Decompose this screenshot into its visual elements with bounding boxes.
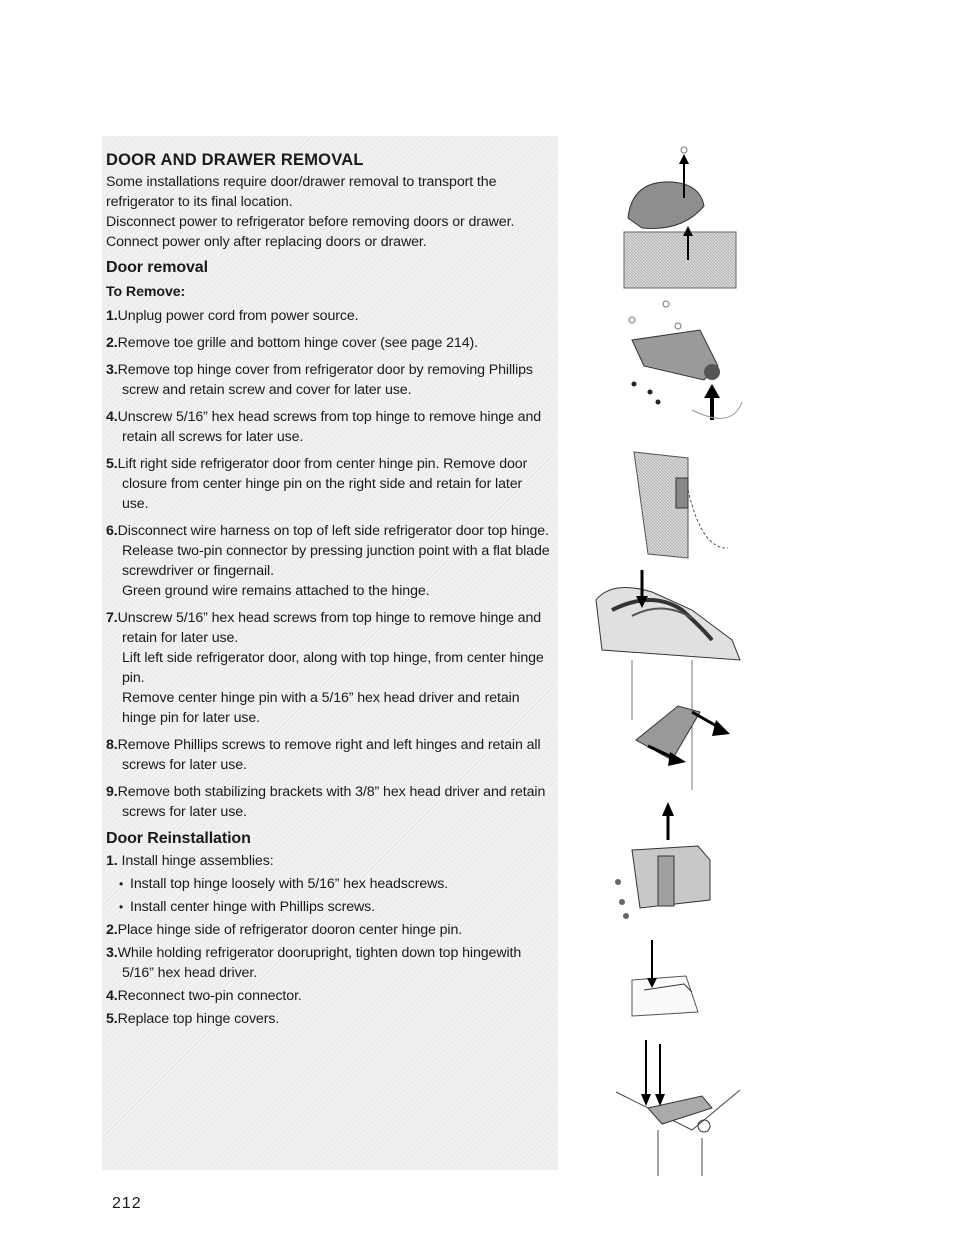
removal-steps-list — [106, 306, 552, 822]
step-text: Remove top hinge cover from refrigerator door by removing Phillips screw and retain screw and cover for later use. — [117, 362, 533, 398]
step-text: Remove Phillips screws to remove right and left hinges and retain all screws for later use. — [117, 737, 541, 773]
page-number: 212 — [112, 1195, 142, 1212]
step-text: Place hinge side of refrigerator dooron center hinge pin. — [117, 922, 463, 938]
reinstall-step — [106, 1009, 552, 1029]
reinstall-step — [106, 920, 552, 940]
step-note: Release two-pin connector by pressing junction point with a flat blade screwdriver or fingernail. — [122, 543, 550, 579]
step-text: Replace top hinge covers. — [117, 1011, 280, 1027]
step-number: 3. — [106, 945, 118, 961]
bullet-item — [106, 874, 552, 894]
reinstall-center-hinge-illustration — [632, 940, 698, 1016]
step-number: 3. — [106, 362, 118, 378]
step-number: 5. — [106, 1011, 118, 1027]
removal-step — [106, 454, 552, 514]
top-hinge-screws-illustration — [629, 301, 742, 420]
reinstall-step — [106, 986, 552, 1006]
step-text: Unscrew 5/16” hex head screws from top hinge to remove hinge and retain for later use. — [117, 610, 542, 646]
removal-step — [106, 521, 552, 601]
step-number: 1. — [106, 308, 118, 324]
step-text: While holding refrigerator doorupright, tighten down top hingewith 5/16” hex head driver. — [117, 945, 522, 981]
step-text: Disconnect wire harness on top of left side refrigerator door top hinge. — [117, 523, 549, 539]
step-text: Remove toe grille and bottom hinge cover (see page 214). — [117, 335, 478, 351]
step-number: 1. — [106, 853, 118, 869]
hinge-illustration-strip — [592, 140, 752, 1180]
wire-harness-illustration — [596, 570, 740, 660]
step-text: Remove both stabilizing brackets with 3/8” hex head driver and retain screws for later use. — [117, 784, 546, 820]
center-hinge-pin-illustration — [632, 660, 730, 790]
bullet-icon: • — [119, 877, 124, 891]
to-remove-subheading: To Remove: — [106, 284, 186, 300]
step-number: 2. — [106, 922, 118, 938]
bullet-text: Install top hinge loosely with 5/16” hex headscrews. — [130, 876, 449, 892]
door-reinstallation-heading: Door Reinstallation — [106, 830, 251, 847]
removal-step — [106, 782, 552, 822]
step-number: 5. — [106, 456, 118, 472]
reinstall-top-hinge-illustration — [616, 1040, 740, 1176]
step-number: 9. — [106, 784, 118, 800]
bullet-text: Install center hinge with Phillips screws. — [130, 899, 375, 915]
step-number: 2. — [106, 335, 118, 351]
step-text: Reconnect two-pin connector. — [117, 988, 302, 1004]
step-number: 6. — [106, 523, 118, 539]
removal-step — [106, 333, 552, 353]
step-number: 4. — [106, 409, 118, 425]
step-note: Remove center hinge pin with a 5/16” hex head driver and retain hinge pin for later use. — [122, 690, 520, 726]
bullet-icon: • — [119, 900, 124, 914]
removal-step — [106, 306, 552, 326]
step-text: Install hinge assemblies: — [121, 853, 274, 869]
bullet-item — [106, 897, 552, 917]
intro-paragraph-1: Some installations require door/drawer removal to transport the refrigerator to its final location. — [106, 174, 497, 210]
document-content — [106, 150, 552, 1032]
top-hinge-cover-illustration — [624, 147, 736, 288]
door-removal-heading: Door removal — [106, 259, 208, 276]
reinstall-step — [106, 851, 552, 871]
step-text: Unplug power cord from power source. — [117, 308, 359, 324]
removal-step — [106, 407, 552, 447]
step-number: 8. — [106, 737, 118, 753]
hinge-illustrations — [592, 140, 752, 1180]
step-note: Green ground wire remains attached to the hinge. — [122, 583, 430, 599]
step-number: 4. — [106, 988, 118, 1004]
stabilizing-bracket-illustration — [615, 802, 710, 919]
removal-step — [106, 735, 552, 775]
reinstall-steps-list — [106, 920, 552, 1029]
page-title: DOOR AND DRAWER REMOVAL — [106, 151, 364, 169]
step-text: Unscrew 5/16” hex head screws from top hinge to remove hinge and retain all screws for later use. — [117, 409, 542, 445]
reinstall-step — [106, 943, 552, 983]
removal-step — [106, 360, 552, 400]
intro-paragraph-2: Disconnect power to refrigerator before removing doors or drawer. Connect power only after replacing doors or drawer. — [106, 214, 515, 250]
step-note: Lift left side refrigerator door, along with top hinge, from center hinge pin. — [122, 650, 544, 686]
step-text: Lift right side refrigerator door from center hinge pin. Remove door closure from center hinge pin on the right side and retain for later use. — [117, 456, 528, 512]
door-closure-illustration — [634, 452, 728, 558]
step-number: 7. — [106, 610, 118, 626]
removal-step — [106, 608, 552, 728]
